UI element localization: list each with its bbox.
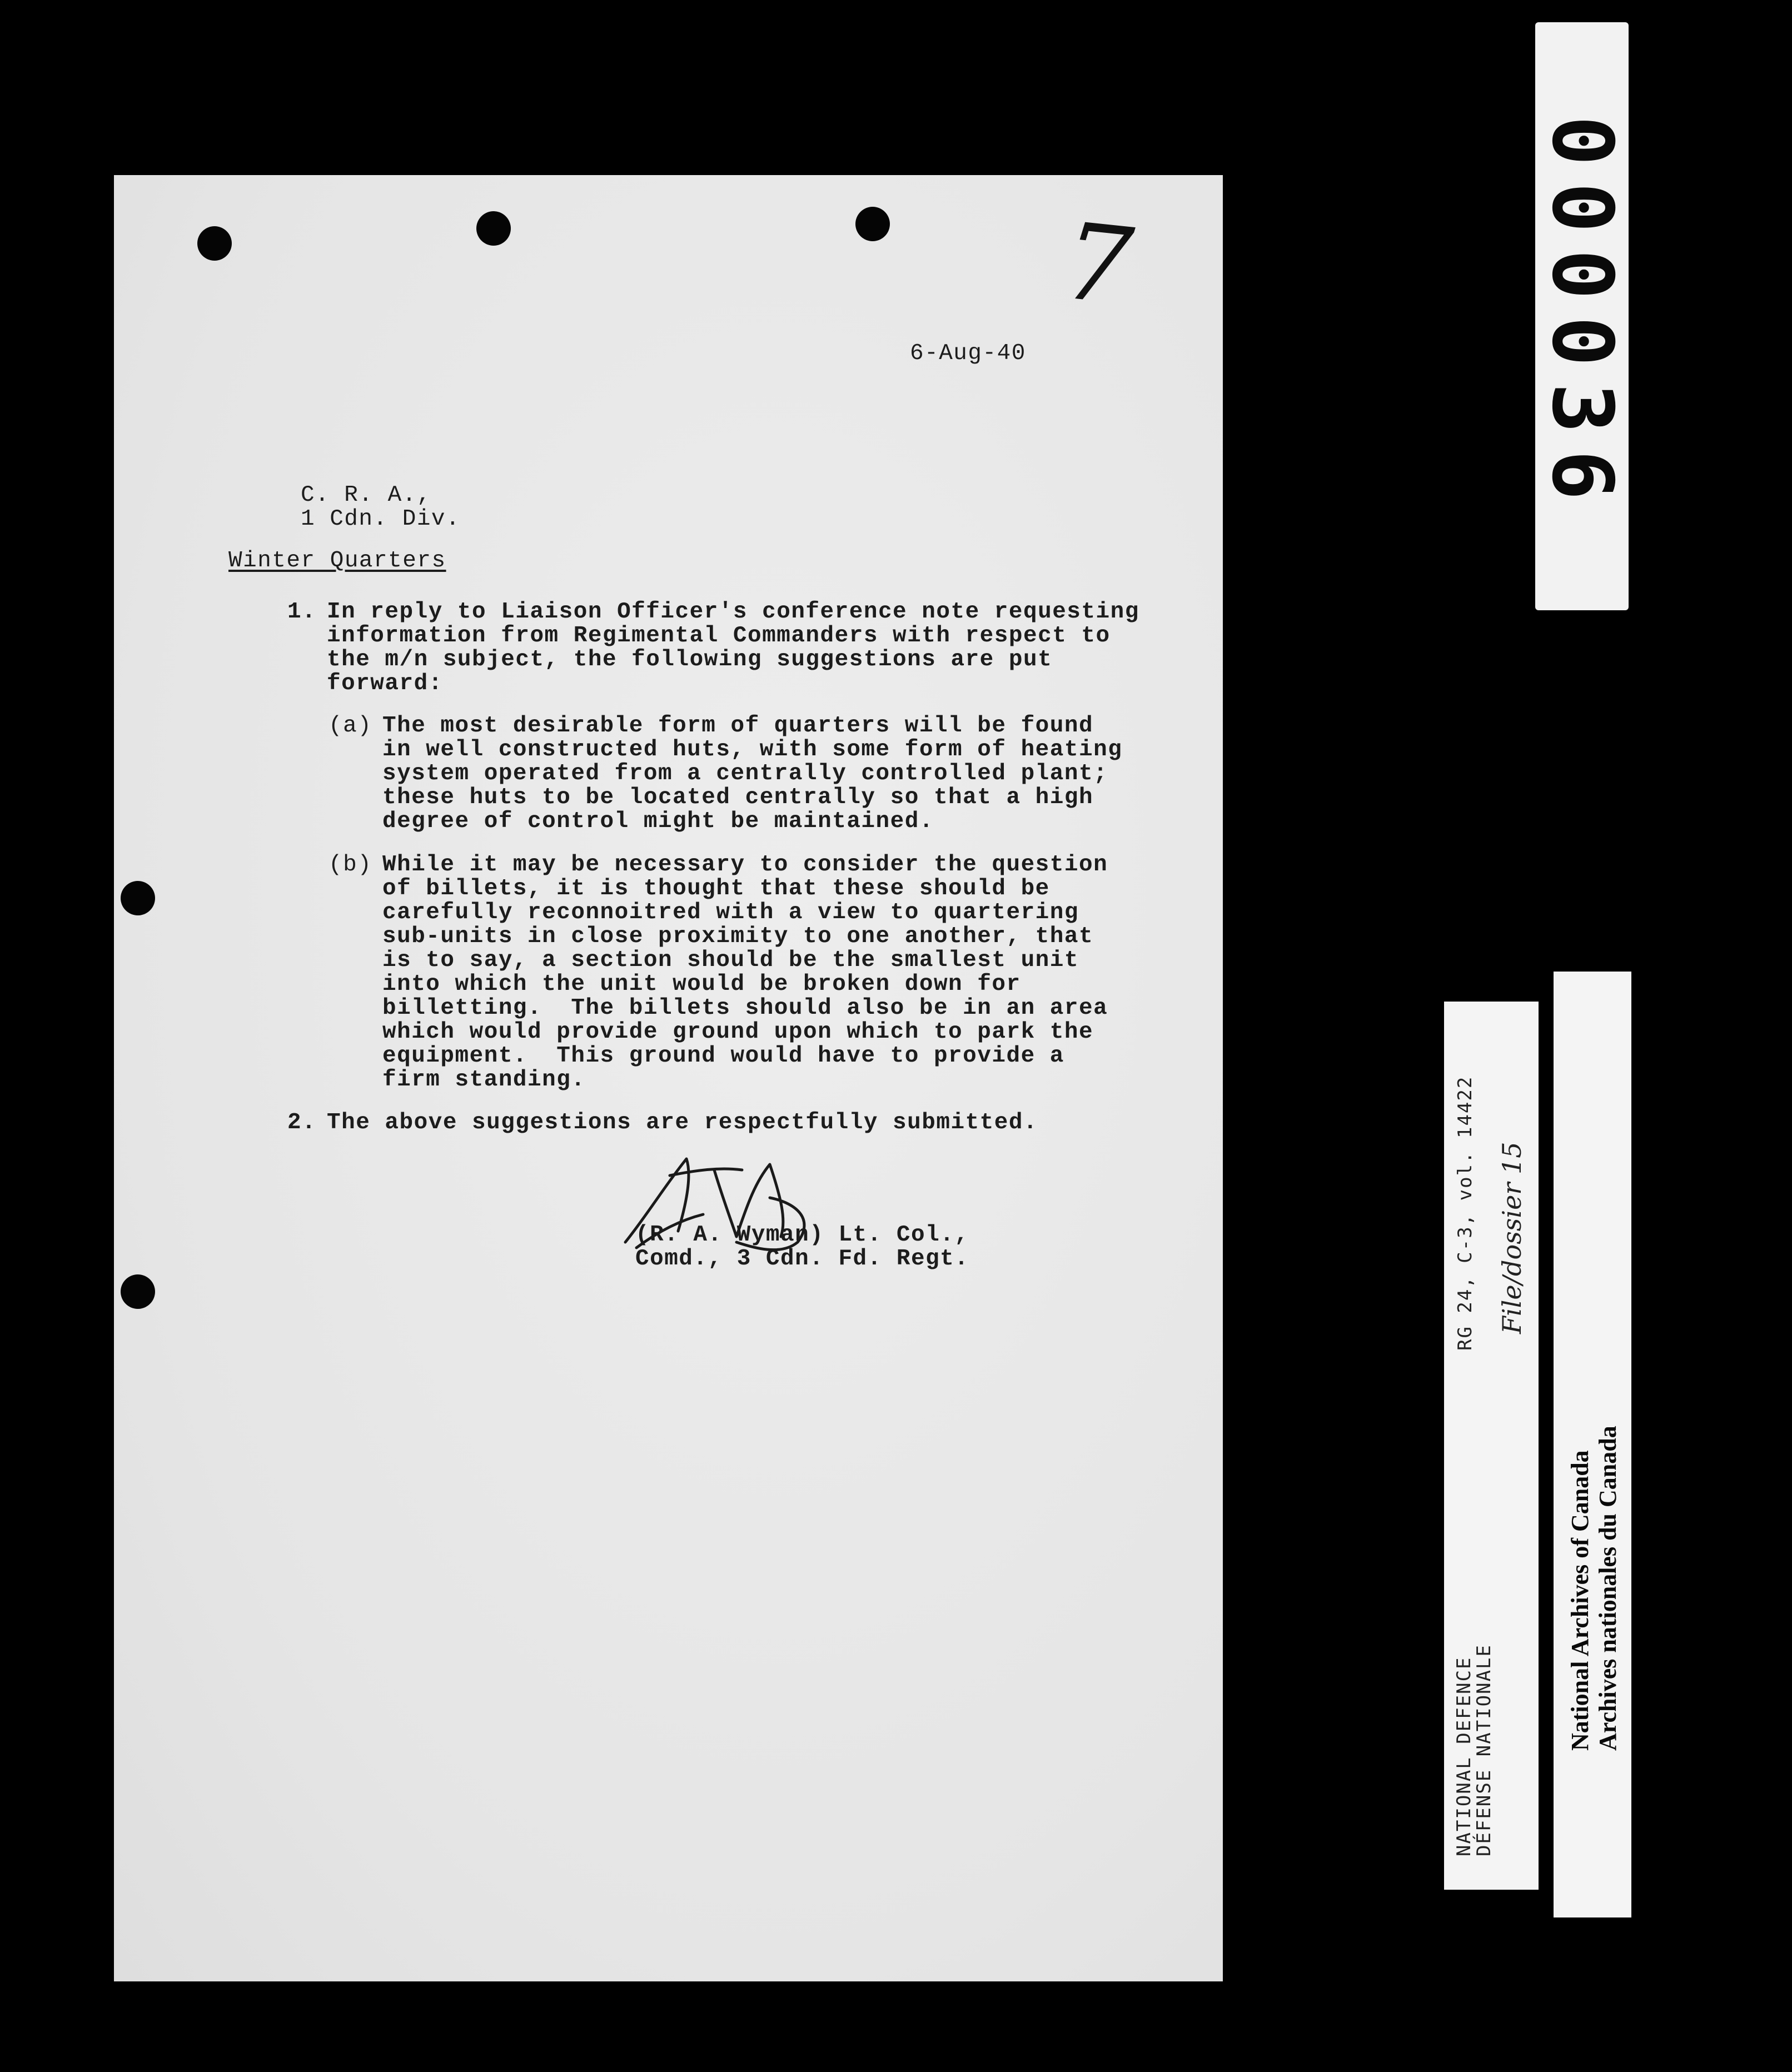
paragraph-1: In reply to Liaison Officer's conference note requesting information from Regimental Commanders with respect to the m/n subject, the following suggestions are put forward: (327, 599, 1139, 696)
department-name: NATIONAL DEFENCE DÉFENSE NATIONALE (1453, 1644, 1495, 1856)
document-page (114, 175, 1223, 1981)
addressee: C. R. A., 1 Cdn. Div. (301, 482, 461, 532)
archive-reference-label (1444, 1002, 1539, 1890)
archives-name-en: National Archives of Canada (1566, 1450, 1594, 1751)
letter-date: 6-Aug-40 (910, 341, 1026, 366)
subparagraph-a: The most desirable form of quarters will be found in well constructed huts, with some form of heating system operated from a centrally controlled plant; these huts to be located centrally so that a high degree of control might be maintained. (382, 713, 1123, 834)
subparagraph-label: (b) (328, 852, 372, 878)
punch-hole (476, 211, 511, 246)
archives-label (1554, 972, 1631, 1917)
punch-hole (121, 1274, 155, 1309)
signature-block: (R. A. Wyman) Lt. Col., Comd., 3 Cdn. Fd. Regt. (635, 1222, 969, 1272)
punch-hole (855, 207, 890, 241)
file-number: File/dossier 15 (1497, 1142, 1527, 1334)
subparagraph-b: While it may be necessary to consider the question of billets, it is thought that these should be carefully reconnoitred with a view to quartering sub-units in close proximity to one another, that is to say, a section should be the smallest unit into which the unit would be broken down for billetting. The billets should also be in an area which would provide ground upon which to park the equipment. This ground would have to provide a firm standing. (382, 852, 1108, 1093)
paragraph-number: 1. (287, 599, 317, 625)
microfilm-frame-number-strip (1535, 22, 1629, 610)
page-folio-number: 7 (1058, 200, 1138, 329)
punch-hole (121, 881, 155, 915)
record-group-reference: RG 24, C-3, vol. 14422 (1454, 1075, 1476, 1351)
archives-name-fr: Archives nationales du Canada (1594, 1426, 1621, 1751)
subject-heading: Winter Quarters (228, 548, 446, 574)
paragraph-2: The above suggestions are respectfully submitted. (327, 1110, 1038, 1135)
paragraph-number: 2. (287, 1110, 317, 1135)
subparagraph-label: (a) (328, 713, 372, 739)
frame-number: 000036 (1534, 116, 1630, 517)
punch-hole (197, 226, 232, 261)
